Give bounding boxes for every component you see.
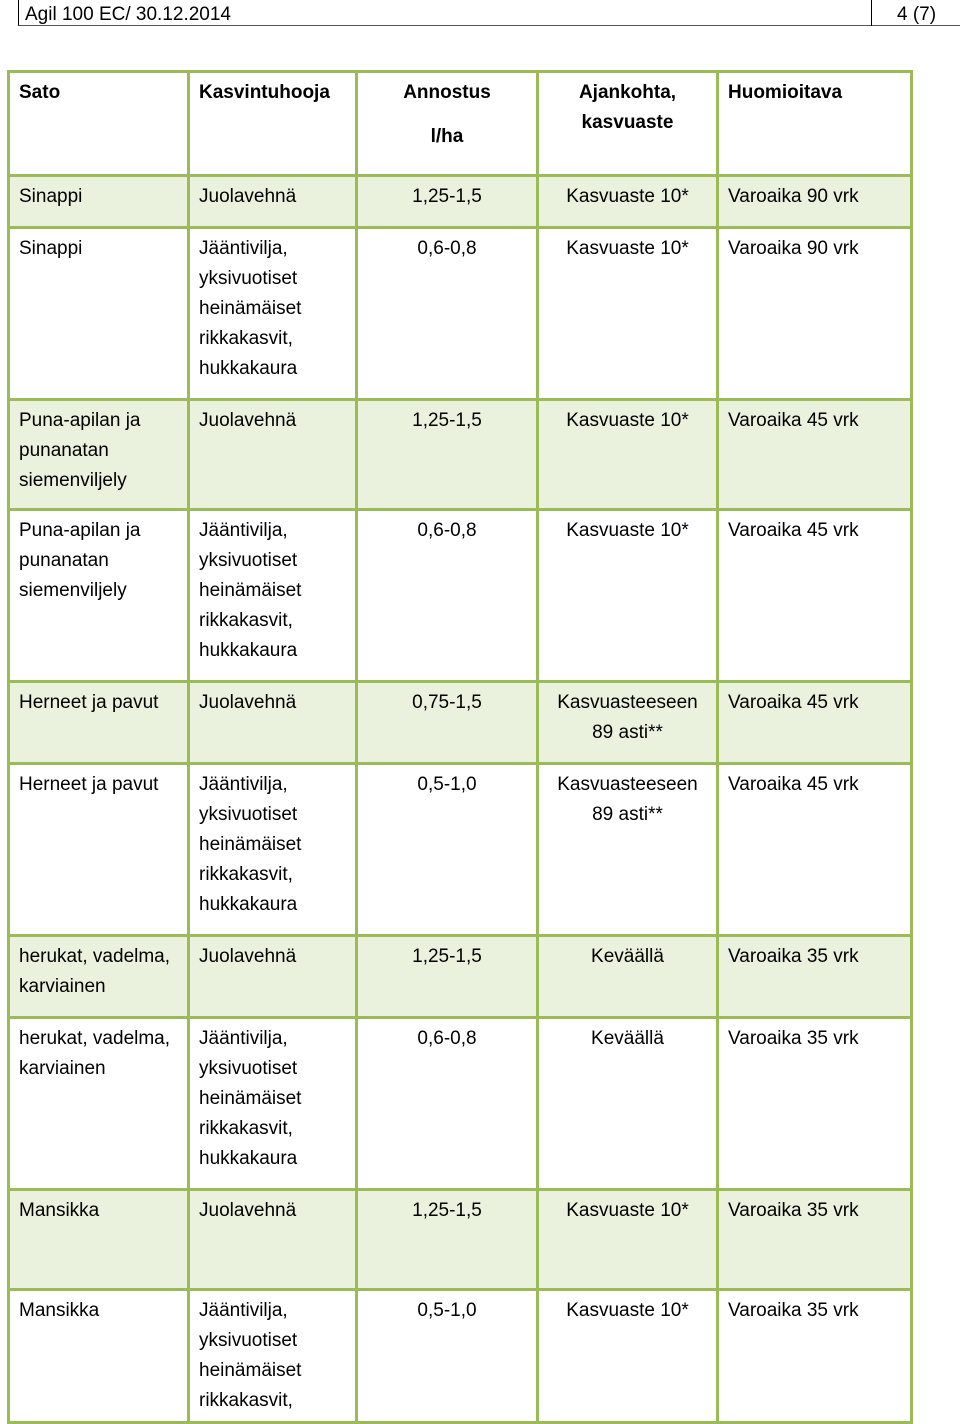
cell-kasvintuhooja xyxy=(189,510,357,682)
cell-kasvintuhooja-line: yksivuotiset xyxy=(199,1330,298,1351)
cell-ajankohta xyxy=(538,176,718,228)
cell-sato-line: herukat, vadelma, xyxy=(19,1028,171,1049)
cell-sato xyxy=(9,510,189,682)
cell-kasvintuhooja-line: Jääntivilja, xyxy=(199,1300,288,1321)
cell-annostus-value: 1,25-1,5 xyxy=(412,186,482,207)
cell-kasvintuhooja xyxy=(189,1190,357,1290)
cell-ajankohta-line: Kasvuaste 10* xyxy=(566,1300,689,1321)
cell-sato xyxy=(9,682,189,764)
cell-sato xyxy=(9,1190,189,1290)
cell-kasvintuhooja xyxy=(189,764,357,936)
cell-annostus-value: 1,25-1,5 xyxy=(412,410,482,431)
cell-huomioitava xyxy=(718,764,912,936)
cell-sato xyxy=(9,1290,189,1423)
cell-sato xyxy=(9,176,189,228)
table-row xyxy=(9,400,912,510)
cell-kasvintuhooja-line: hukkakaura xyxy=(199,894,298,915)
table-row xyxy=(9,228,912,400)
cell-huomioitava-value: Varoaika 90 vrk xyxy=(728,186,859,207)
cell-kasvintuhooja-line: heinämäiset xyxy=(199,834,302,855)
cell-sato-line: herukat, vadelma, xyxy=(19,946,171,967)
cell-kasvintuhooja xyxy=(189,936,357,1018)
header-ajankohta: Ajankohta, kasvuaste xyxy=(538,72,718,176)
cell-sato-line: Sinappi xyxy=(19,238,83,259)
cell-sato-line: karviainen xyxy=(19,976,106,997)
cell-ajankohta-line: 89 asti** xyxy=(592,722,663,743)
table-row xyxy=(9,510,912,682)
cell-annostus-value: 0,5-1,0 xyxy=(417,774,477,795)
cell-kasvintuhooja xyxy=(189,1290,357,1423)
cell-sato-line: Sinappi xyxy=(19,186,83,207)
cell-kasvintuhooja-line: yksivuotiset xyxy=(199,804,298,825)
cell-kasvintuhooja-line: hukkakaura xyxy=(199,358,298,379)
header-kasvintuhooja: Kasvintuhooja xyxy=(189,72,357,176)
cell-sato-line: Puna-apilan ja xyxy=(19,410,141,431)
cell-kasvintuhooja-line: Juolavehnä xyxy=(199,186,297,207)
cell-sato xyxy=(9,936,189,1018)
cell-kasvintuhooja-line: yksivuotiset xyxy=(199,550,298,571)
cell-annostus xyxy=(357,400,538,510)
cell-kasvintuhooja-line: heinämäiset xyxy=(199,1088,302,1109)
cell-sato-line: siemenviljely xyxy=(19,580,127,601)
cell-huomioitava-value: Varoaika 35 vrk xyxy=(728,1200,859,1221)
cell-kasvintuhooja-line: Juolavehnä xyxy=(199,1200,297,1221)
page-number: 4 (7) xyxy=(897,4,937,25)
cell-sato-line: punanatan xyxy=(19,440,109,461)
cell-sato-line: Mansikka xyxy=(19,1300,100,1321)
cell-sato xyxy=(9,228,189,400)
header-huomioitava: Huomioitava xyxy=(718,72,912,176)
cell-kasvintuhooja xyxy=(189,1018,357,1190)
cell-annostus-value: 0,6-0,8 xyxy=(417,238,477,259)
cell-kasvintuhooja-line: Juolavehnä xyxy=(199,692,297,713)
cell-kasvintuhooja-line: hukkakaura xyxy=(199,1148,298,1169)
cell-kasvintuhooja-line: rikkakasvit, xyxy=(199,864,293,885)
cell-kasvintuhooja-line: heinämäiset xyxy=(199,1360,302,1381)
cell-ajankohta xyxy=(538,1290,718,1423)
cell-ajankohta xyxy=(538,510,718,682)
cell-ajankohta xyxy=(538,764,718,936)
cell-sato-line: siemenviljely xyxy=(19,470,127,491)
product-usage-table xyxy=(7,70,913,1424)
header-annostus: Annostus l/ha xyxy=(357,72,538,176)
cell-kasvintuhooja-line: rikkakasvit, xyxy=(199,1390,293,1411)
cell-kasvintuhooja-line: Jääntivilja, xyxy=(199,238,288,259)
cell-huomioitava-value: Varoaika 45 vrk xyxy=(728,520,859,541)
cell-kasvintuhooja-line: Jääntivilja, xyxy=(199,1028,288,1049)
cell-annostus xyxy=(357,1290,538,1423)
cell-ajankohta xyxy=(538,228,718,400)
cell-ajankohta xyxy=(538,1190,718,1290)
cell-annostus xyxy=(357,1018,538,1190)
cell-kasvintuhooja-line: Juolavehnä xyxy=(199,946,297,967)
cell-ajankohta xyxy=(538,936,718,1018)
cell-huomioitava-value: Varoaika 35 vrk xyxy=(728,1028,859,1049)
cell-huomioitava-value: Varoaika 45 vrk xyxy=(728,410,859,431)
cell-huomioitava-value: Varoaika 35 vrk xyxy=(728,946,859,967)
table-row xyxy=(9,1190,912,1290)
cell-annostus-value: 1,25-1,5 xyxy=(412,1200,482,1221)
cell-kasvintuhooja-line: rikkakasvit, xyxy=(199,1118,293,1139)
cell-ajankohta-line: Kasvuaste 10* xyxy=(566,1200,689,1221)
cell-annostus xyxy=(357,682,538,764)
cell-annostus-value: 1,25-1,5 xyxy=(412,946,482,967)
cell-huomioitava xyxy=(718,400,912,510)
cell-kasvintuhooja-line: Jääntivilja, xyxy=(199,774,288,795)
header-sato: Sato xyxy=(9,72,189,176)
cell-ajankohta-line: 89 asti** xyxy=(592,804,663,825)
cell-huomioitava xyxy=(718,510,912,682)
cell-kasvintuhooja xyxy=(189,682,357,764)
cell-kasvintuhooja-line: yksivuotiset xyxy=(199,268,298,289)
cell-annostus-value: 0,75-1,5 xyxy=(412,692,482,713)
table-row xyxy=(9,764,912,936)
cell-sato-line: Puna-apilan ja xyxy=(19,520,141,541)
cell-ajankohta xyxy=(538,1018,718,1190)
cell-annostus xyxy=(357,936,538,1018)
table-row xyxy=(9,682,912,764)
cell-ajankohta-line: Kasvuasteeseen xyxy=(557,774,698,795)
cell-kasvintuhooja-line: rikkakasvit, xyxy=(199,328,293,349)
cell-kasvintuhooja xyxy=(189,400,357,510)
cell-sato-line: Herneet ja pavut xyxy=(19,774,159,795)
cell-annostus xyxy=(357,176,538,228)
cell-annostus xyxy=(357,1190,538,1290)
cell-huomioitava-value: Varoaika 45 vrk xyxy=(728,774,859,795)
cell-annostus-value: 0,5-1,0 xyxy=(417,1300,477,1321)
cell-annostus xyxy=(357,764,538,936)
cell-sato-line: Herneet ja pavut xyxy=(19,692,159,713)
document-title: Agil 100 EC/ 30.12.2014 xyxy=(25,4,231,25)
cell-kasvintuhooja-line: Jääntivilja, xyxy=(199,520,288,541)
cell-huomioitava xyxy=(718,1190,912,1290)
cell-ajankohta-line: Kasvuaste 10* xyxy=(566,520,689,541)
cell-annostus xyxy=(357,510,538,682)
cell-kasvintuhooja xyxy=(189,228,357,400)
header-divider xyxy=(871,0,872,26)
table-header-row xyxy=(9,72,912,176)
cell-huomioitava-value: Varoaika 45 vrk xyxy=(728,692,859,713)
table-row xyxy=(9,1290,912,1423)
table-row xyxy=(9,936,912,1018)
cell-sato-line: karviainen xyxy=(19,1058,106,1079)
cell-kasvintuhooja-line: Juolavehnä xyxy=(199,410,297,431)
cell-annostus-value: 0,6-0,8 xyxy=(417,1028,477,1049)
cell-huomioitava-value: Varoaika 90 vrk xyxy=(728,238,859,259)
cell-ajankohta-line: Kasvuaste 10* xyxy=(566,238,689,259)
cell-huomioitava-value: Varoaika 35 vrk xyxy=(728,1300,859,1321)
cell-annostus xyxy=(357,228,538,400)
cell-huomioitava xyxy=(718,228,912,400)
cell-kasvintuhooja-line: yksivuotiset xyxy=(199,1058,298,1079)
cell-huomioitava xyxy=(718,1018,912,1190)
cell-kasvintuhooja-line: rikkakasvit, xyxy=(199,610,293,631)
table-row xyxy=(9,176,912,228)
cell-huomioitava xyxy=(718,936,912,1018)
page-header xyxy=(18,0,960,26)
cell-ajankohta-line: Keväällä xyxy=(591,1028,664,1049)
cell-huomioitava xyxy=(718,1290,912,1423)
cell-ajankohta xyxy=(538,400,718,510)
cell-kasvintuhooja-line: heinämäiset xyxy=(199,580,302,601)
cell-sato xyxy=(9,1018,189,1190)
cell-sato xyxy=(9,764,189,936)
cell-ajankohta-line: Kasvuaste 10* xyxy=(566,410,689,431)
cell-huomioitava xyxy=(718,682,912,764)
cell-annostus-value: 0,6-0,8 xyxy=(417,520,477,541)
cell-ajankohta xyxy=(538,682,718,764)
cell-ajankohta-line: Kasvuaste 10* xyxy=(566,186,689,207)
cell-ajankohta-line: Kasvuasteeseen xyxy=(557,692,698,713)
table-row xyxy=(9,1018,912,1190)
cell-kasvintuhooja-line: heinämäiset xyxy=(199,298,302,319)
cell-huomioitava xyxy=(718,176,912,228)
cell-sato xyxy=(9,400,189,510)
cell-kasvintuhooja-line: hukkakaura xyxy=(199,640,298,661)
cell-kasvintuhooja xyxy=(189,176,357,228)
cell-sato-line: punanatan xyxy=(19,550,109,571)
cell-ajankohta-line: Keväällä xyxy=(591,946,664,967)
cell-sato-line: Mansikka xyxy=(19,1200,100,1221)
